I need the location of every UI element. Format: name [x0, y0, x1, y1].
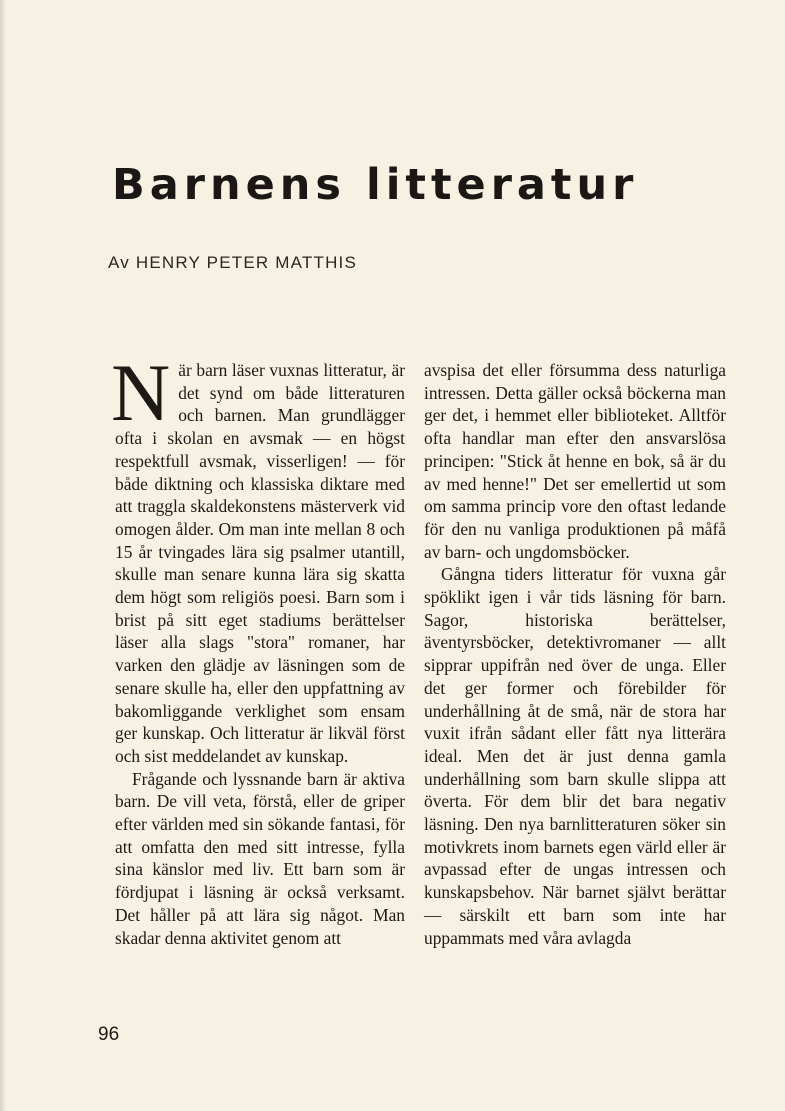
drop-cap: N [111, 347, 171, 438]
paragraph-1-text: är barn läser vuxnas litteratur, är det synd om både litteraturen och barnen. Man grundlägger ofta i skolan en avsmak — en högst respektfull avsmak, visserligen! — för både diktning och klassiska diktare med att traggla skaldekonstens mästerverk vid omogen ålder. Om man inte mellan 8 och 15 år tvingades lära sig psalmer utantill, skulle man senare kunna lära sig skatta dem högt som religiös poesi. Barn som i brist på sitt eget stadiums berättelser läser alla slags "stora" romaner, har varken den glädje av läsningen som de senare skulle ha, eller den uppfattning av bakomliggande verklighet som ensam ger kunskap. Och litteratur är likväl först och sist meddelandet av kunskap. [115, 360, 405, 766]
byline: Av HENRY PETER MATTHIS [108, 253, 358, 272]
right-column [424, 359, 726, 949]
paragraph-1 [111, 347, 405, 768]
paragraph-3: avspisa det eller försumma dess naturliga intressen. Detta gäller också böckerna man ger det, i hemmet eller biblioteket. Alltför ofta handlar man efter den ansvarslösa principen: "Stick åt henne en bok, så är du av med henne!" Det ser emellertid ut som om samma princip vore den oftast ledande för den nu vanliga produktionen på måfå av barn- och ungdomsböcker. [424, 360, 726, 562]
page-number: 96 [98, 1024, 120, 1045]
article-title: Barnens litteratur [112, 160, 639, 210]
paragraph-2: Frågande och lyssnande barn är aktiva barn. De vill veta, förstå, eller de griper efter världen med sin sökande fantasi, för att omfatta den med sitt intresse, fylla sina känslor med liv. Ett barn som är fördjupat i läsning är också verksamt. Det håller på att lära sig något. Man skadar denna aktivitet genom att [115, 768, 405, 948]
page-edge [0, 0, 6, 1111]
left-column [111, 347, 405, 949]
paragraph-4: Gångna tiders litteratur för vuxna går spöklikt igen i vår tids läsning för barn. Sagor, historiska berättelser, äventyrsböcker, detektivromaner — allt sipprar uppifrån ned över de unga. Eller det ger former och förebilder för underhållning åt de små, när de stora har vuxit ifrån sådant eller fått nya litterära ideal. Men det är just denna gamla underhållning som barn skulle slippa att överta. För dem blir det bara negativ läsning. Den nya barnlitteraturen söker sin motivkrets inom barnets egen värld eller är avpassad efter de ungas intressen och kunskapsbehov. När barnet självt berättar — särskilt ett barn som inte har uppammats med våra avlagda [424, 564, 726, 948]
